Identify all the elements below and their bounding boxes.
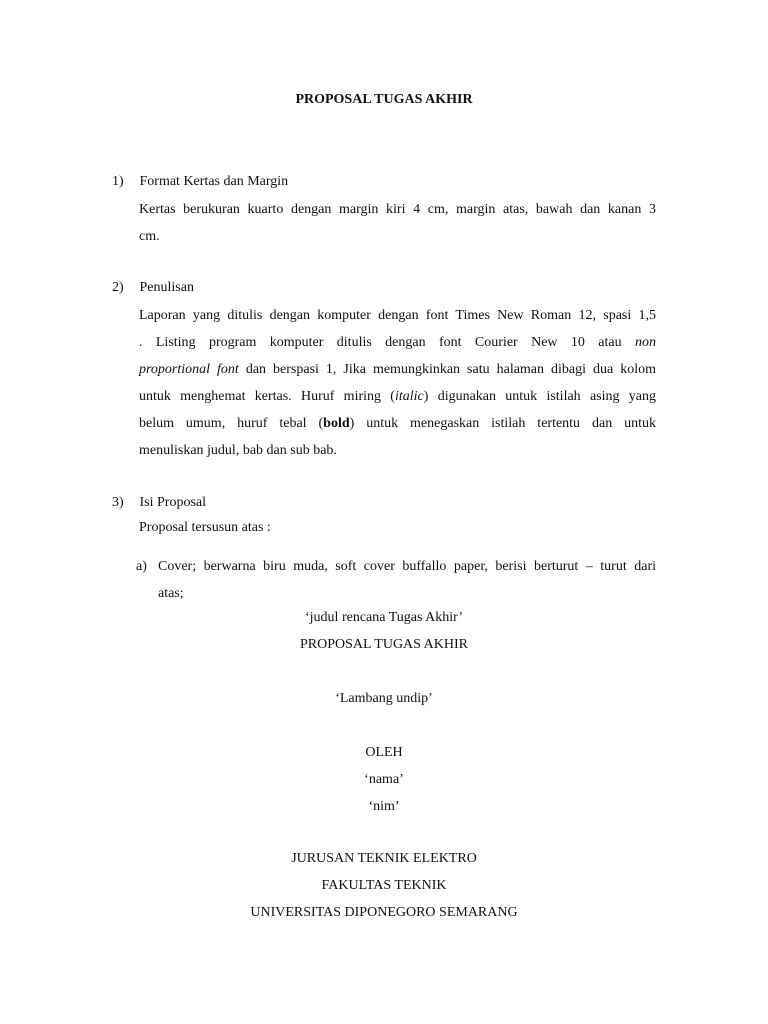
cover-proposal-label: PROPOSAL TUGAS AKHIR	[299, 637, 469, 652]
paragraph-line: untuk menghemat kertas. Huruf miring (italic) digunakan untuk istilah asing yang	[139, 389, 657, 404]
section-3-intro: Proposal tersusun atas :	[139, 520, 271, 535]
section-number: 1)	[112, 174, 124, 189]
cover-nim-placeholder: ‘nim’	[368, 799, 400, 814]
section-1-body	[139, 196, 656, 250]
paragraph-line: belum umum, huruf tebal (bold) untuk menegaskan istilah tertentu dan untuk	[139, 416, 657, 431]
section-title: Format Kertas dan Margin	[139, 174, 289, 189]
italic-term: proportional font	[139, 362, 239, 377]
cover-by-label: OLEH	[365, 745, 403, 760]
list-marker: a)	[136, 559, 147, 574]
paragraph-line: Kertas berukuran kuarto dengan margin kiri 4 cm, margin atas, bawah dan kanan 3	[139, 202, 656, 217]
cover-logo-placeholder: ‘Lambang undip’	[335, 691, 433, 706]
cover-title-placeholder: ‘judul rencana Tugas Akhir’	[305, 610, 463, 625]
section-2-body	[139, 302, 656, 464]
cover-university: UNIVERSITAS DIPONEGORO SEMARANG	[250, 905, 518, 920]
section-2-heading	[112, 280, 194, 296]
section-1-heading	[112, 174, 288, 190]
paragraph-line: proportional font dan berspasi 1, Jika memungkinkan satu halaman dibagi dua kolom	[139, 362, 656, 377]
paragraph-line: menuliskan judul, bab dan sub bab.	[139, 443, 337, 458]
section-number: 2)	[112, 280, 124, 295]
italic-term: non	[635, 335, 656, 350]
section-title: Isi Proposal	[139, 495, 206, 510]
list-item-line: atas;	[158, 586, 184, 601]
section-number: 3)	[112, 495, 124, 510]
paragraph-line: Laporan yang ditulis dengan komputer dengan font Times New Roman 12, spasi 1,5	[139, 308, 656, 323]
italic-term: italic	[394, 389, 424, 404]
list-item-a	[136, 553, 656, 607]
bold-term: bold	[323, 416, 350, 431]
section-3-heading	[112, 495, 206, 511]
document-title: PROPOSAL TUGAS AKHIR	[295, 92, 473, 107]
paragraph-line: cm.	[139, 229, 160, 244]
cover-department: JURUSAN TEKNIK ELEKTRO	[291, 851, 477, 866]
paragraph-line: . Listing program komputer ditulis dengan font Courier New 10 atau non	[139, 335, 656, 350]
cover-faculty: FAKULTAS TEKNIK	[321, 878, 447, 893]
section-title: Penulisan	[139, 280, 194, 295]
list-item-line: Cover; berwarna biru muda, soft cover buffallo paper, berisi berturut – turut dari	[158, 559, 656, 574]
cover-name-placeholder: ‘nama’	[364, 772, 404, 787]
